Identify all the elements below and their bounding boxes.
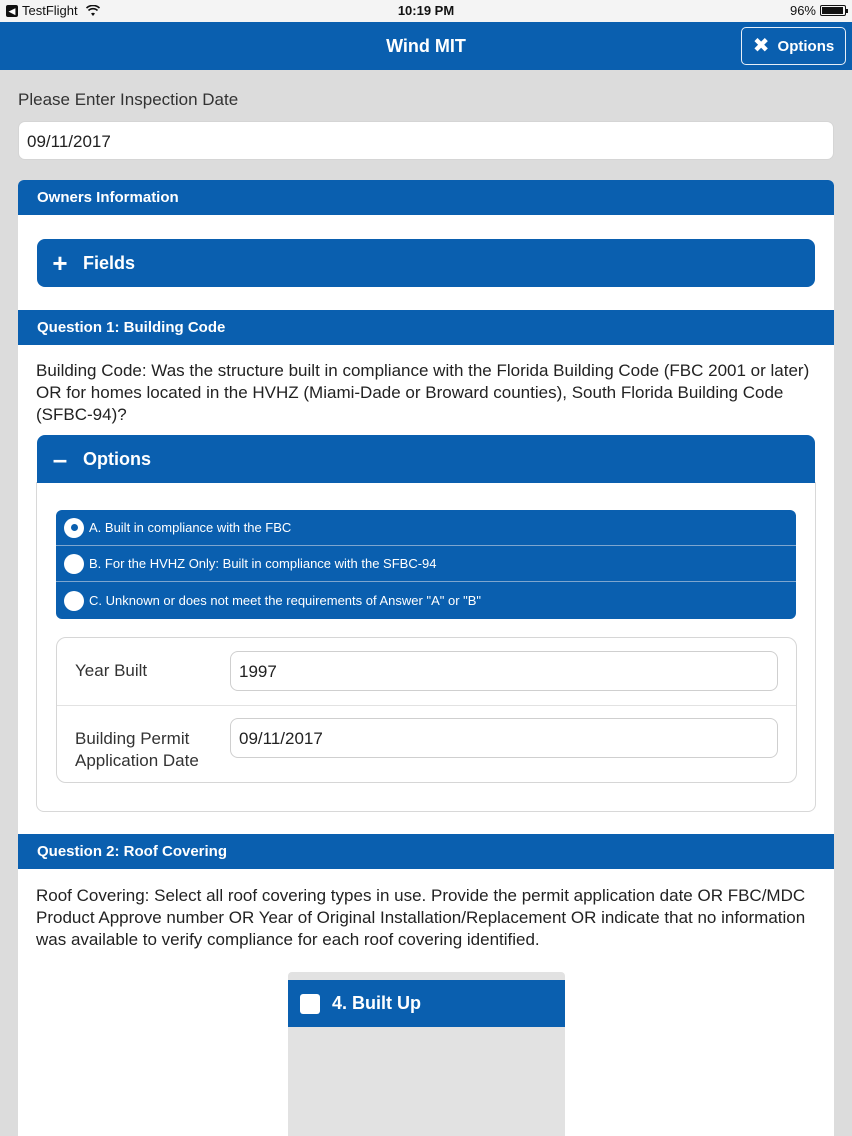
status-bar <box>0 0 852 22</box>
q2-section-header: Question 2: Roof Covering <box>18 834 834 869</box>
inspection-date-label: Please Enter Inspection Date <box>18 90 239 109</box>
q1-radio-group <box>56 510 796 619</box>
roof-covering-item-card <box>288 972 565 1136</box>
radio-selected-icon <box>64 518 84 538</box>
battery-percent: 96% <box>789 3 816 18</box>
permit-date-label: Building Permit Application Date <box>75 729 199 770</box>
status-right <box>790 3 846 18</box>
minus-icon: – <box>52 444 68 474</box>
q1-option-a-label: A. Built in compliance with the FBC <box>89 520 292 535</box>
permit-date-row <box>57 706 796 784</box>
options-button[interactable] <box>741 27 846 65</box>
options-button-label: Options <box>777 37 835 55</box>
year-built-label: Year Built <box>75 661 148 680</box>
carrier-label: TestFlight <box>22 3 78 18</box>
back-to-app-icon[interactable]: ◀ <box>6 5 18 17</box>
fields-label: Fields <box>83 252 136 273</box>
q1-option-c[interactable] <box>56 582 796 619</box>
q1-option-c-label: C. Unknown or does not meet the requirements of Answer "A" or "B" <box>89 593 482 608</box>
built-up-label: 4. Built Up <box>332 993 421 1013</box>
radio-unselected-icon <box>64 591 84 611</box>
nav-bar <box>0 22 852 70</box>
year-built-input[interactable]: 1997 <box>230 651 778 691</box>
q2-question-text: Roof Covering: Select all roof covering types in use. Provide the permit application date OR FBC/MDC Product Approve number OR Year of Original Installation/Replacement OR indicate that no information was available to verify compliance for each roof covering identified. <box>36 886 806 949</box>
q1-option-a[interactable] <box>56 510 796 546</box>
q1-options-collapse-button[interactable] <box>37 435 815 483</box>
form-card <box>18 180 834 1136</box>
plus-icon: + <box>52 248 68 278</box>
q1-options-label: Options <box>83 448 151 469</box>
permit-date-input[interactable]: 09/11/2017 <box>230 718 778 758</box>
q1-option-b[interactable] <box>56 546 796 582</box>
page-title: Wind MIT <box>386 36 466 56</box>
battery-icon <box>820 5 846 16</box>
checkbox-icon <box>300 994 320 1014</box>
owners-section-header: Owners Information <box>18 180 834 215</box>
clock: 10:19 PM <box>397 3 455 18</box>
close-icon: ✖ <box>752 35 770 57</box>
built-up-toggle[interactable] <box>288 980 565 1027</box>
inspection-date-input[interactable]: 09/11/2017 <box>18 121 834 160</box>
q1-fields-box <box>56 637 797 783</box>
q1-option-b-label: B. For the HVHZ Only: Built in compliance with the SFBC-94 <box>89 556 437 571</box>
year-built-row <box>57 638 796 705</box>
radio-unselected-icon <box>64 554 84 574</box>
q1-section-header: Question 1: Building Code <box>18 310 834 345</box>
fields-expand-button[interactable] <box>37 239 815 287</box>
q1-question-text: Building Code: Was the structure built in compliance with the Florida Building Code (FBC 2001 or later) OR for homes located in the HVHZ (Miami-Dade or Broward counties), South Florida Building Code (SFBC-94)? <box>36 361 810 424</box>
